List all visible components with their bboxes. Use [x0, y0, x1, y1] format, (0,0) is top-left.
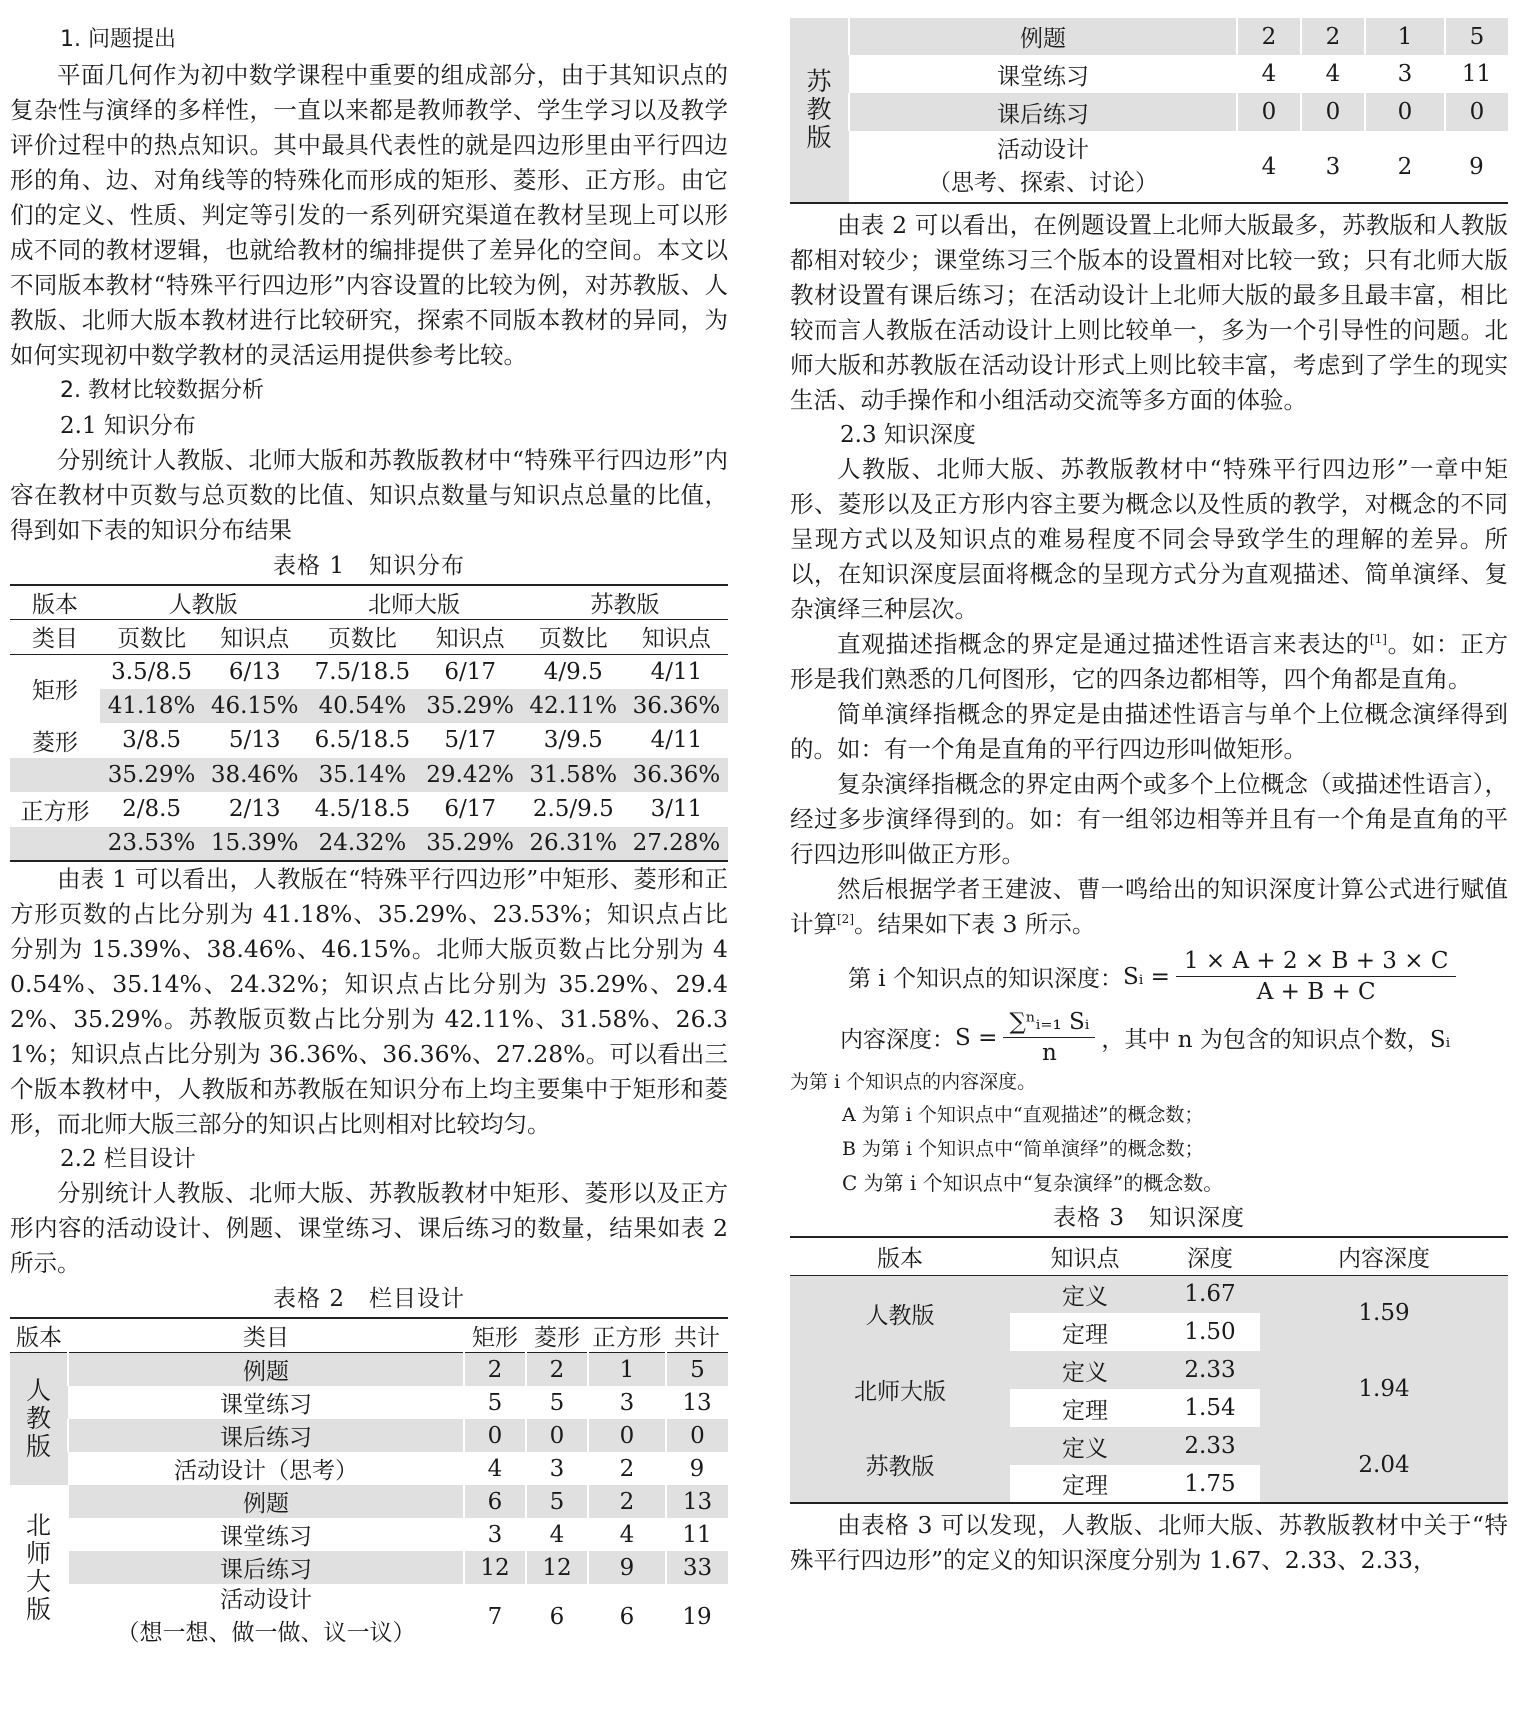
table-cell: 0: [526, 1419, 588, 1452]
table-row: [790, 1237, 1508, 1275]
table-cell: 35.14%: [318, 761, 407, 788]
table-cell: 4: [619, 1521, 635, 1548]
table-header-cell: 苏教版: [590, 592, 660, 618]
table-cell: 15.39%: [210, 830, 299, 857]
table-2-column-design: [10, 1317, 728, 1650]
table-row-label: 北师大版: [790, 1351, 1010, 1427]
table-header-cell: 共计: [666, 1318, 728, 1353]
table-cell: 6: [549, 1604, 565, 1630]
table-cell: 1.54: [1160, 1389, 1260, 1427]
table-cell: 38.46%: [210, 761, 299, 788]
table-cell: 27.28%: [632, 830, 721, 857]
table-1-knowledge-distribution: [10, 584, 728, 862]
table-cell: 6.5/18.5: [314, 727, 411, 754]
table-cell: 活动设计（思考）: [174, 1458, 358, 1484]
table-row: [10, 620, 728, 655]
table-cell: 11: [1461, 61, 1492, 87]
table-cell-line: 活动设计: [997, 136, 1089, 163]
table-cell: 课堂练习: [220, 1524, 312, 1550]
table-cell: 2.04: [1260, 1427, 1508, 1503]
table-cell: 4.5/18.5: [314, 796, 411, 823]
formula-label: 第 i 个知识点的知识深度：: [848, 966, 1123, 992]
table-header-cell: 知识点: [1010, 1237, 1160, 1275]
table-cell: 2: [526, 1353, 588, 1387]
table-row: [10, 723, 728, 758]
table-cell: 2: [1397, 153, 1413, 180]
table-cell: 2: [619, 1455, 635, 1482]
table-header-cell: 北师大版: [367, 592, 460, 618]
table-header-cell: 人教版: [168, 592, 238, 618]
text-span: 然后根据学者王建波、曹一鸣给出的知识深度计算公式进行赋值计算: [790, 875, 1508, 938]
table-3-knowledge-depth: [790, 1236, 1508, 1504]
table-cell: 5: [549, 1389, 565, 1416]
table-cell-empty: [10, 827, 100, 862]
table-cell: 36.36%: [632, 692, 721, 719]
table-2-continued: [790, 18, 1508, 204]
table-cell: 31.58%: [529, 761, 618, 788]
table-3-caption: 表格 3 知识深度: [1053, 1205, 1245, 1231]
table-cell: 4: [1261, 153, 1277, 180]
table-cell: 1.67: [1160, 1275, 1260, 1313]
table-cell: 例题: [68, 1353, 464, 1387]
table-cell: 5/13: [228, 727, 281, 754]
table-row: [10, 1452, 728, 1485]
paragraph-intro: 平面几何作为初中数学课程中重要的组成部分，由于其知识点的复杂性与演绎的多样性，一直以来都是教师教学、学生学习以及教学评价过程中的热点知识。其中最具代表性的就是四边形里由平行四边形的角、边、对角线等的特殊化而形成的矩形、菱形、正方形。由它们的定义、性质、判定等引发的一系列研究渠道在教材呈现上可以形成不同的教材逻辑，也就给教材的编排提供了差异化的空间。本文以不同版本教材“特殊平行四边形”内容设置的比较为例，对苏教版、人教版、北师大版本教材进行比较研究，探索不同版本教材的异同，为如何实现初中数学教材的灵活运用提供参考比较。: [10, 61, 728, 369]
table-cell: 5/17: [444, 727, 496, 754]
table-cell: [849, 131, 1237, 203]
table-cell: 13: [682, 1389, 712, 1416]
formula-denominator: n: [1041, 1040, 1057, 1066]
citation-ref[interactable]: [2]: [837, 912, 854, 927]
table-cell: 40.54%: [318, 692, 407, 719]
table-cell: 2: [1237, 18, 1301, 55]
table-cell: 0: [1301, 93, 1365, 131]
table-cell: 2.33: [1160, 1427, 1260, 1465]
table-1-caption: 表格 1 知识分布: [273, 553, 465, 579]
table-row: [10, 758, 728, 793]
table-header-cell: 矩形: [464, 1318, 526, 1353]
table-cell: 2: [1301, 18, 1365, 55]
table-row: [790, 93, 1508, 131]
section-heading-1: 1. 问题提出: [60, 27, 176, 52]
table-cell: 2.5/9.5: [532, 796, 614, 823]
table-row: [790, 1275, 1508, 1313]
formula-numerator: 1 × A + 2 × B + 3 × C: [1176, 948, 1456, 977]
table-cell: 定义: [1010, 1275, 1160, 1313]
table-cell: 课堂练习: [220, 1392, 312, 1418]
table-cell: 定理: [1010, 1465, 1160, 1503]
table-row: [10, 1353, 728, 1387]
table-cell: 课后练习: [68, 1551, 464, 1584]
table-cell: 12: [526, 1551, 588, 1584]
table-row: [790, 131, 1508, 203]
formula-lhs: S =: [955, 1024, 998, 1051]
table-cell: 课后练习: [68, 1419, 464, 1452]
table-cell-line: 活动设计: [220, 1587, 312, 1613]
table-cell: [68, 1584, 464, 1650]
table-cell: 35.29%: [107, 761, 196, 788]
table-cell: 3/11: [650, 796, 703, 823]
table-cell: 0: [588, 1419, 666, 1452]
table-group-label: 人 教 版: [10, 1353, 68, 1486]
table-header-cell: 版本: [790, 1237, 1010, 1275]
table-cell: 4: [1325, 61, 1341, 87]
subsection-heading-2-1: 2.1 知识分布: [60, 413, 196, 439]
table-header-cell: 深度: [1160, 1237, 1260, 1275]
section-heading-2: 2. 教材比较数据分析: [60, 378, 264, 403]
table-cell: 4/11: [650, 658, 703, 685]
table-cell: 4/9.5: [543, 658, 603, 685]
table-cell: 4/11: [650, 727, 703, 754]
table-cell: 7: [487, 1604, 503, 1630]
subsection-heading-2-2: 2.2 栏目设计: [60, 1146, 196, 1172]
formula-denominator: A + B + C: [1256, 979, 1376, 1005]
table-cell: 0: [1365, 93, 1445, 131]
subsection-heading-2-3: 2.3 知识深度: [840, 422, 976, 448]
table-cell: 课堂练习: [997, 63, 1089, 90]
table-cell: 46.15%: [210, 692, 299, 719]
table-row: [10, 1551, 728, 1584]
table-cell: 1.50: [1160, 1313, 1260, 1351]
table-cell: 3: [1397, 61, 1413, 87]
table-header-cell: 页数比: [306, 620, 418, 655]
paragraph-intuitive-description: [790, 627, 1508, 697]
paragraph-knowledge-depth: 人教版、北师大版、苏教版教材中“特殊平行四边形”一章中矩形、菱形以及正方形内容主要为概念以及性质的教学，对概念的不同呈现方式以及知识点的难易程度不同会导致学生的理解的差异。所以，在知识深度层面将概念的呈现方式分为直观描述、简单演绎、复杂演绎三种层次。: [790, 455, 1508, 623]
table-group-label: 苏 教 版: [790, 18, 849, 203]
table-cell: 2/8.5: [122, 796, 182, 823]
table-cell: 0: [464, 1419, 526, 1452]
table-row-label: 矩形: [32, 678, 78, 705]
definition-b: B 为第 i 个知识点中“简单演绎”的概念数；: [842, 1138, 1204, 1160]
table-cell: 1.59: [1260, 1275, 1508, 1351]
table-cell: 26.31%: [529, 830, 618, 857]
table-cell: 0: [666, 1419, 728, 1452]
text-span: 。如：正方形是我们熟悉的几何图形，它的四条边都相等，四个角都是直角。: [790, 630, 1509, 693]
paragraph-table-2-analysis: 由表 2 可以看出，在例题设置上北师大版最多，苏教版和人教版都相对较少；课堂练习三个版本的设置相对比较一致；只有北师大版教材设置有课后练习；在活动设计上北师大版的最多且最丰富，相比较而言人教版在活动设计上则比较单一，多为一个引导性的问题。北师大版和苏教版在活动设计形式上则比较丰富，考虑到了学生的现实生活、动手操作和小组活动交流等多方面的体验。: [790, 211, 1508, 414]
formula-numerator: ∑ⁿᵢ₌₁ Sᵢ: [1003, 1009, 1095, 1038]
table-cell: 3: [1325, 153, 1341, 180]
table-row-label: 菱形: [32, 729, 78, 756]
table-cell: 19: [682, 1604, 712, 1630]
table-header-cell: 类目: [10, 620, 100, 655]
table-header-cell: 知识点: [625, 620, 728, 655]
table-header-cell: 版本: [10, 1318, 68, 1353]
table-row: [10, 1485, 728, 1518]
table-header-cell: 类目: [68, 1318, 464, 1353]
paragraph-simple-deduction: 简单演绎指概念的界定是由描述性语言与单个上位概念演绎得到的。如：有一个角是直角的平行四边形叫做矩形。: [790, 700, 1508, 763]
citation-ref[interactable]: [1]: [1369, 632, 1387, 647]
table-cell: 9: [588, 1551, 666, 1584]
table-row: [10, 689, 728, 724]
table-row: [790, 18, 1508, 55]
table-header-cell: 菱形: [526, 1318, 588, 1353]
table-row-label: 人教版: [790, 1275, 1010, 1351]
table-cell: 4: [1261, 61, 1277, 87]
formula-continuation: 为第 i 个知识点的内容深度。: [790, 1071, 1037, 1093]
table-cell: 3.5/8.5: [111, 658, 193, 685]
table-cell-empty: [10, 758, 100, 793]
table-cell: 11: [682, 1521, 712, 1548]
table-cell-line: （思考、探索、讨论）: [928, 169, 1158, 196]
paragraph-formula-intro: [790, 872, 1508, 942]
table-cell: 6/13: [228, 658, 281, 685]
table-header-cell: 知识点: [419, 620, 522, 655]
paragraph-table-1-analysis: 由表 1 可以看出，人教版在“特殊平行四边形”中矩形、菱形和正方形页数的占比分别为 41.18%、35.29%、23.53%；知识点占比分别为 15.39%、38.46%、46.15%。北师大版页数占比分别为 40.54%、35.14%、24.32%；知识点占比分别为 35.29%、29.42%、35.29%。苏教版页数占比分别为 42.11%、31.58%、26.31%；知识点占比分别为 36.36%、36.36%、27.28%。可以看出三个版本教材中，人教版和苏教版在知识分布上均主要集中于矩形和菱形，而北师大版三部分的知识占比则相对比较均匀。: [10, 865, 728, 1138]
table-cell: 2: [588, 1485, 666, 1518]
table-row: [10, 654, 728, 689]
table-cell: 6/17: [444, 796, 496, 823]
table-row: [790, 1427, 1508, 1465]
table-cell: 1.75: [1160, 1465, 1260, 1503]
table-cell: 3/8.5: [122, 727, 182, 754]
left-column: [10, 22, 728, 1650]
table-cell: 12: [464, 1551, 526, 1584]
table-row: [10, 1584, 728, 1650]
table-cell: 定理: [1010, 1389, 1160, 1427]
table-cell: 41.18%: [107, 692, 196, 719]
table-cell: 29.42%: [426, 761, 514, 788]
table-cell: 例题: [849, 18, 1237, 55]
text-span: 直观描述指概念的界定是通过描述性语言来表达的: [837, 630, 1370, 658]
table-cell: 4: [549, 1521, 565, 1548]
formula-knowledge-depth: [790, 948, 1508, 1005]
definition-c: C 为第 i 个知识点中“复杂演绎”的概念数。: [842, 1171, 1224, 1195]
table-cell: 3: [549, 1455, 565, 1482]
paragraph-complex-deduction: 复杂演绎指概念的界定由两个或多个上位概念（或描述性语言），经过多步演绎得到的。如：有一组邻边相等并且有一个角是直角的平行四边形叫做正方形。: [790, 770, 1508, 868]
table-row: [10, 585, 728, 620]
table-cell: 3: [619, 1389, 635, 1416]
table-group-label: 北 师 大 版: [10, 1485, 68, 1650]
table-cell-line: （想一想、做一做、议一议）: [116, 1620, 416, 1646]
definition-a: A 为第 i 个知识点中“直观描述”的概念数；: [842, 1104, 1204, 1126]
right-column: [790, 18, 1508, 1578]
table-cell: 定义: [1010, 1427, 1160, 1465]
table-cell: 6: [619, 1604, 635, 1630]
table-header-cell: 页数比: [100, 620, 203, 655]
table-cell: 定义: [1010, 1351, 1160, 1389]
table-cell: 6/17: [444, 658, 496, 685]
table-cell: 2.33: [1160, 1351, 1260, 1389]
table-cell: 35.29%: [426, 692, 514, 719]
table-2-caption: 表格 2 栏目设计: [273, 1286, 465, 1312]
table-cell: 9: [1469, 153, 1484, 180]
table-row: [10, 792, 728, 827]
table-cell: 2: [464, 1353, 526, 1387]
formula-lhs: Sᵢ =: [1122, 963, 1170, 990]
table-row: [10, 1419, 728, 1452]
table-header-cell: 页数比: [522, 620, 625, 655]
table-cell: 3: [487, 1521, 503, 1548]
table-cell: 9: [689, 1455, 705, 1482]
table-row: [790, 55, 1508, 93]
table-cell: 0: [1445, 93, 1508, 131]
table-cell: 24.32%: [318, 830, 407, 857]
table-row: [790, 1351, 1508, 1389]
table-cell: 2/13: [228, 796, 281, 823]
table-cell: 33: [666, 1551, 728, 1584]
table-row-label: 正方形: [20, 798, 90, 825]
table-cell: 0: [1237, 93, 1301, 131]
table-row: [10, 1318, 728, 1353]
table-cell: 1: [1365, 18, 1445, 55]
table-cell: 3/9.5: [543, 727, 603, 754]
table-cell: 5: [487, 1389, 503, 1416]
paragraph-column-design: 分别统计人教版、北师大版、苏教版教材中矩形、菱形以及正方形内容的活动设计、例题、课堂练习、课后练习的数量，结果如表 2 所示。: [10, 1179, 728, 1277]
table-row: [10, 1386, 728, 1419]
table-cell: 23.53%: [107, 830, 196, 857]
table-cell: 定理: [1010, 1313, 1160, 1351]
table-cell: 5: [526, 1485, 588, 1518]
table-row: [10, 1518, 728, 1551]
text-span: 。结果如下表 3 所示。: [854, 910, 1096, 938]
table-cell: 4: [487, 1455, 503, 1482]
formula-tail: ，其中 n 为包含的知识点个数，Sᵢ: [1101, 1027, 1451, 1053]
table-cell: 5: [666, 1353, 728, 1387]
paragraph-table-3-analysis: 由表格 3 可以发现，人教版、北师大版、苏教版教材中关于“特殊平行四边形”的定义的知识深度分别为 1.67、2.33、2.33，: [790, 1511, 1508, 1574]
table-cell: 7.5/18.5: [314, 658, 411, 685]
table-cell: 课后练习: [849, 93, 1237, 131]
table-header-cell: 内容深度: [1260, 1237, 1508, 1275]
formula-fraction: [1176, 948, 1456, 1005]
table-cell: 6: [464, 1485, 526, 1518]
table-cell: 13: [666, 1485, 728, 1518]
table-cell: 1: [588, 1353, 666, 1387]
table-cell: 42.11%: [529, 692, 618, 719]
formula-label: 内容深度：: [840, 1027, 955, 1053]
table-header-cell: 正方形: [588, 1318, 666, 1353]
table-cell: 5: [1445, 18, 1508, 55]
table-cell: 35.29%: [426, 830, 514, 857]
table-cell: 36.36%: [632, 761, 721, 788]
table-cell: 例题: [68, 1485, 464, 1518]
table-cell: 1.94: [1260, 1351, 1508, 1427]
table-row-label: 苏教版: [790, 1427, 1010, 1503]
table-header-cell: 知识点: [203, 620, 306, 655]
formula-content-depth: [790, 1009, 1508, 1066]
table-header-cell: 版本: [32, 592, 78, 618]
paragraph-knowledge-distribution: 分别统计人教版、北师大版和苏教版教材中“特殊平行四边形”内容在教材中页数与总页数的比值、知识点数量与知识点总量的比值，得到如下表的知识分布结果: [10, 446, 728, 544]
table-row: [10, 827, 728, 862]
formula-fraction: [1003, 1009, 1095, 1066]
